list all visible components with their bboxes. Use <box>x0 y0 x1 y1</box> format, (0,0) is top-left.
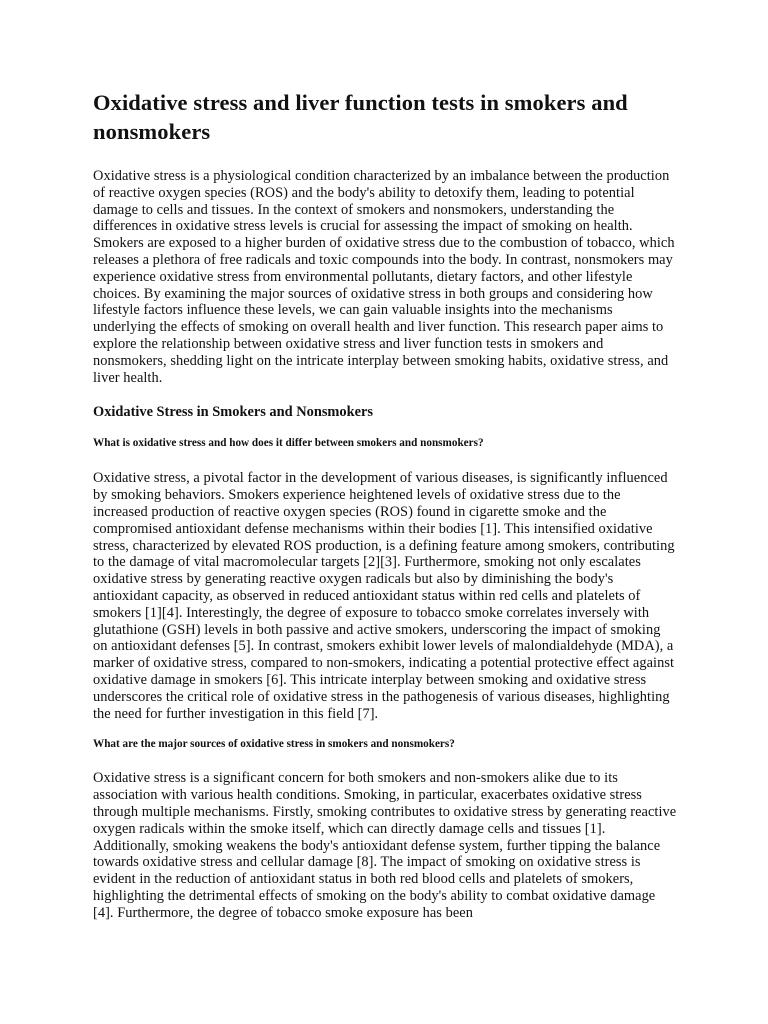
subsection-question-1: What is oxidative stress and how does it differ between smokers and nonsmokers? <box>93 437 484 450</box>
document-title: Oxidative stress and liver function tests in smokers and nonsmokers <box>93 90 628 144</box>
document-page <box>93 88 677 921</box>
subsection-body-1: Oxidative stress, a pivotal factor in the development of various diseases, is significantly influenced by smoking behaviors. Smokers experience heightened levels of oxidative stress due to the increased production of reactive oxygen species (ROS) found in cigarette smoke and the compromised antioxidant defense mechanisms within their bodies [1]. This intensified oxidative stress, characterized by elevated ROS production, is a defining feature among smokers, contributing to the damage of vital macromolecular targets [2][3]. Furthermore, smoking not only escalates oxidative stress by generating reactive oxygen radicals but also by diminishing the body's antioxidant capacity, as observed in reduced antioxidant status within red cells and platelets of smokers [1][4]. Interestingly, the degree of exposure to tobacco smoke correlates inversely with glutathione (GSH) levels in both passive and active smokers, underscoring the impact of smoking on antioxidant defenses [5]. In contrast, smokers exhibit lower levels of malondialdehyde (MDA), a marker of oxidative stress, compared to non-smokers, indicating a potential protective effect against oxidative damage in smokers [6]. This intricate interplay between smoking and oxidative stress underscores the critical role of oxidative stress in the pathogenesis of various diseases, highlighting the need for further investigation in this field [7]. <box>93 470 675 722</box>
subsection-question-2: What are the major sources of oxidative stress in smokers and nonsmokers? <box>93 738 455 751</box>
intro-paragraph: Oxidative stress is a physiological condition characterized by an imbalance between the production of reactive oxygen species (ROS) and the body's ability to detoxify them, leading to potential damage to cells and tissues. In the context of smokers and nonsmokers, understanding the differences in oxidative stress levels is crucial for assessing the impact of smoking on health. Smokers are exposed to a higher burden of oxidative stress due to the combustion of tobacco, which releases a plethora of free radicals and toxic compounds into the body. In contrast, nonsmokers may experience oxidative stress from environmental pollutants, dietary factors, and other lifestyle choices. By examining the major sources of oxidative stress in both groups and considering how lifestyle factors influence these levels, we can gain valuable insights into the mechanisms underlying the effects of smoking on overall health and liver function. This research paper aims to explore the relationship between oxidative stress and liver function tests in smokers and nonsmokers, shedding light on the intricate interplay between smoking habits, oxidative stress, and liver health. <box>93 168 675 386</box>
subsection-body-2: Oxidative stress is a significant concern for both smokers and non-smokers alike due to its association with various health conditions. Smoking, in particular, exacerbates oxidative stress through multiple mechanisms. Firstly, smoking contributes to oxidative stress by generating reactive oxygen radicals within the smoke itself, which can directly damage cells and tissues [1]. Additionally, smoking weakens the body's antioxidant defense system, further tipping the balance towards oxidative stress and cellular damage [8]. The impact of smoking on oxidative stress is evident in the reduction of antioxidant status in both red blood cells and platelets of smokers, highlighting the detrimental effects of smoking on the body's ability to combat oxidative damage [4]. Furthermore, the degree of tobacco smoke exposure has been <box>93 770 677 921</box>
section-heading: Oxidative Stress in Smokers and Nonsmokers <box>93 404 373 421</box>
